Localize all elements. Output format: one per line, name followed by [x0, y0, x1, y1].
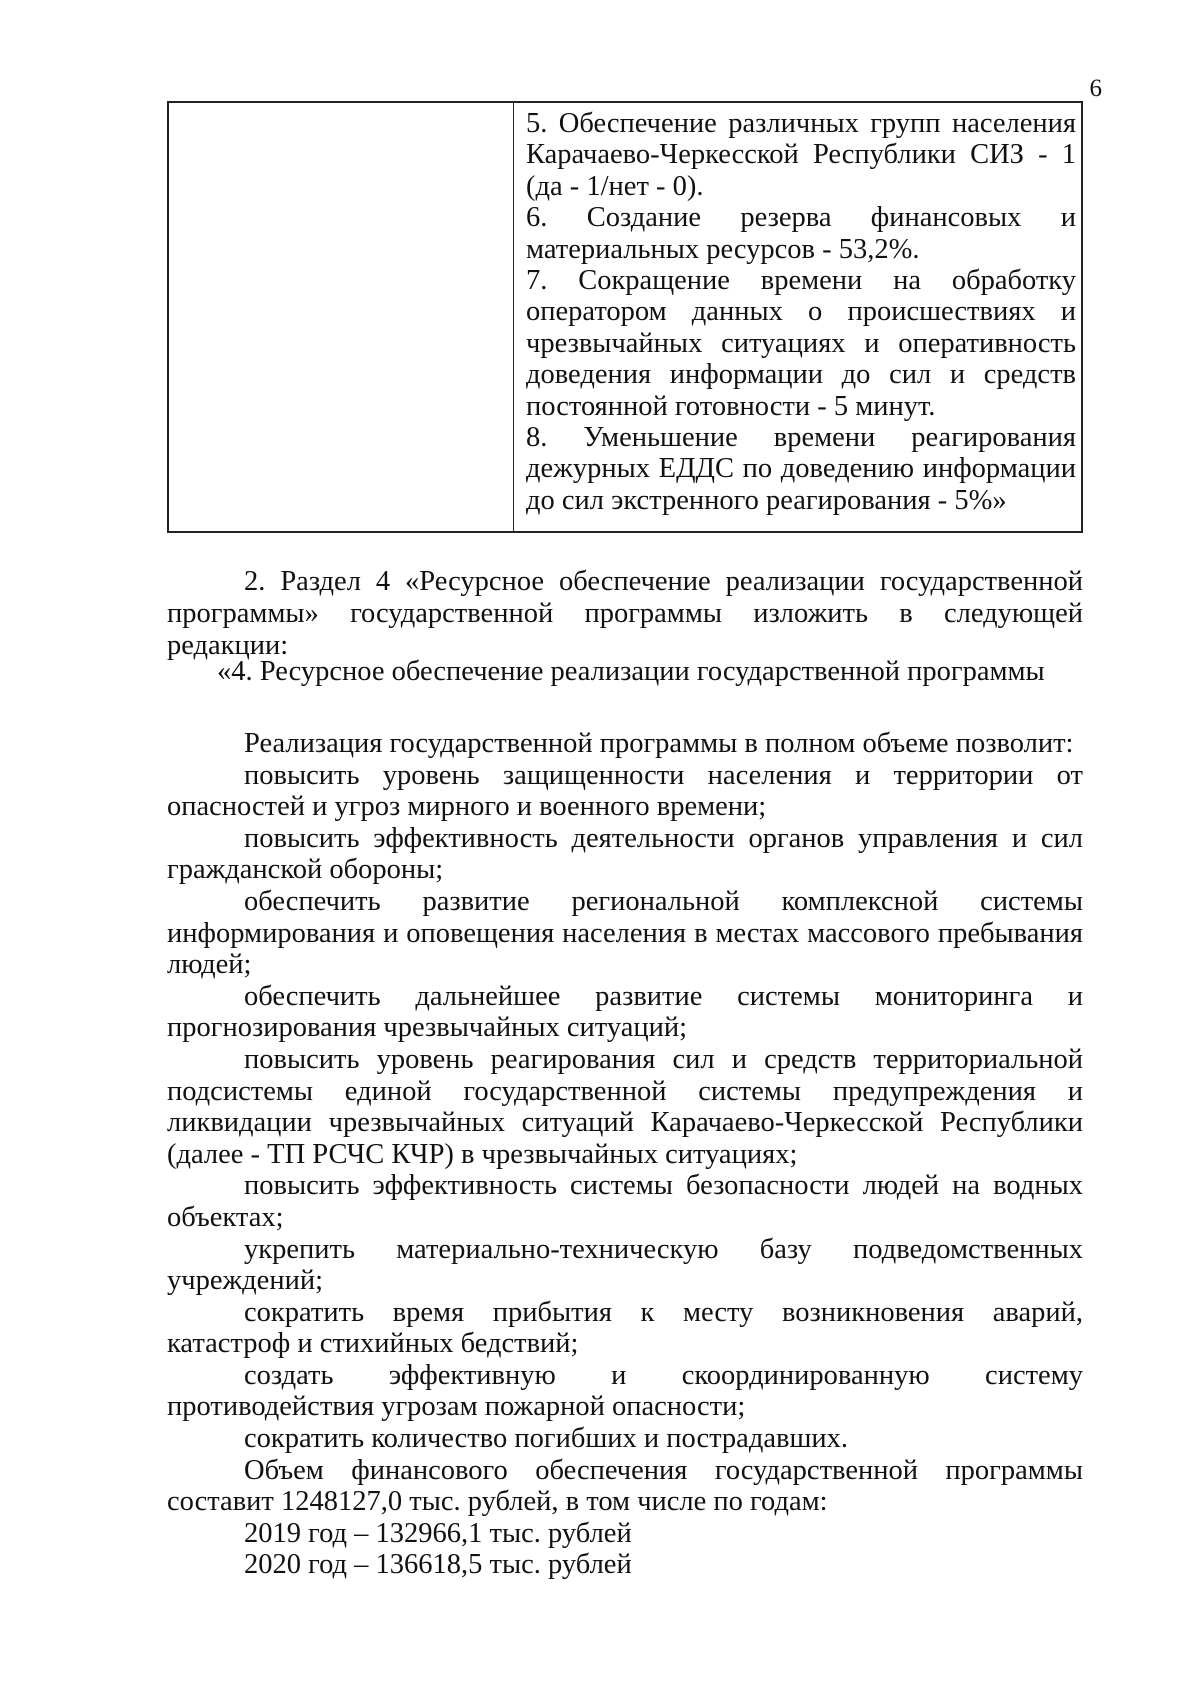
- goal-item: повысить эффективность деятельности органов управления и сил гражданской обороны;: [167, 822, 1083, 886]
- funding-year: 2020 год – 136618,5 тыс. рублей: [244, 1549, 632, 1581]
- table-row: [168, 102, 1082, 532]
- goal-item: создать эффективную и скоординированную систему противодействия угрозам пожарной опасности;: [167, 1359, 1083, 1423]
- indicator-item: 5. Обеспечение различных групп населения Карачаево-Черкесской Республики СИЗ - 1 (да - 1/нет - 0).: [526, 108, 1076, 202]
- funding-total: Объем финансового обеспечения государственной программы составит 1248127,0 тыс. рублей, в том числе по годам:: [167, 1454, 1083, 1518]
- goal-item: повысить эффективность системы безопасности людей на водных объектах;: [167, 1170, 1083, 1233]
- goal-item: сократить количество погибших и пострадавших.: [244, 1423, 849, 1455]
- goal-item: обеспечить развитие региональной комплексной системы информирования и оповещения населения в местах массового пребывания людей;: [167, 885, 1083, 981]
- goal-item: сократить время прибытия к месту возникновения аварий, катастроф и стихийных бедствий;: [167, 1296, 1083, 1360]
- table-cell-right: [514, 102, 1083, 532]
- goal-item: повысить уровень защищенности населения и территории от опасностей и угроз мирного и военного времени;: [167, 759, 1083, 823]
- indicator-item: 8. Уменьшение времени реагирования дежурных ЕДДС по доведению информации до сил экстренного реагирования - 5%»: [526, 422, 1076, 516]
- amendment-block: [167, 566, 1083, 662]
- goal-item: повысить уровень реагирования сил и средств территориальной подсистемы единой государственной системы предупреждения и ликвидации чрезвычайных ситуаций Карачаево-Черкесской Республики (далее - ТП РСЧС КЧР) в чрезвычайных ситуациях;: [167, 1043, 1083, 1170]
- table-cell-left: [168, 102, 514, 532]
- intro-paragraph: Реализация государственной программы в полном объеме позволит:: [244, 728, 1074, 759]
- indicators-table: [167, 101, 1083, 533]
- indicator-item: 6. Создание резерва финансовых и материальных ресурсов - 53,2%.: [526, 202, 1076, 265]
- goal-item: обеспечить дальнейшее развитие системы мониторинга и прогнозирования чрезвычайных ситуаций;: [167, 980, 1083, 1044]
- amendment-paragraph: 2. Раздел 4 «Ресурсное обеспечение реализации государственной программы» государственной программы изложить в следующей редакции:: [167, 566, 1083, 661]
- section-heading: «4. Ресурсное обеспечение реализации государственной программы: [217, 656, 1045, 687]
- goal-item: укрепить материально-техническую базу подведомственных учреждений;: [167, 1233, 1083, 1297]
- funding-year: 2019 год – 132966,1 тыс. рублей: [244, 1517, 632, 1549]
- indicator-item: 7. Сокращение времени на обработку оператором данных о происшествиях и чрезвычайных ситуациях и оперативность доведения информации до сил и средств постоянной готовности - 5 минут.: [526, 265, 1076, 422]
- section-body: [167, 728, 1083, 1581]
- page-number: 6: [1089, 75, 1102, 102]
